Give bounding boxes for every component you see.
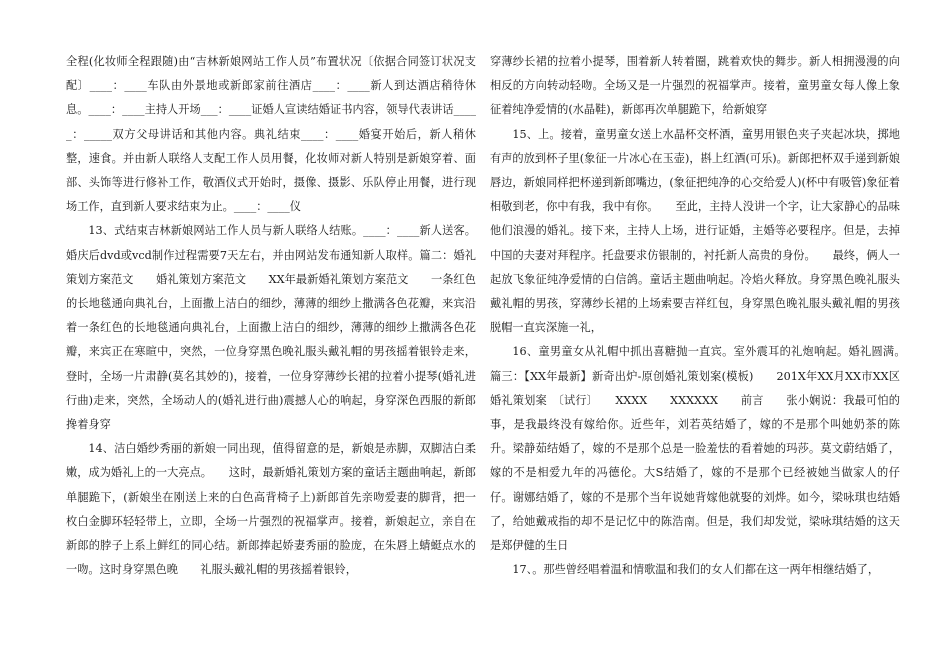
- paragraph: 穿薄纱长裙的拉着小提琴，围着新人转着圈，跳着欢快的舞步。新人相拥漫漫的向相反的方向转动轻吻。全场又是一片强烈的祝福掌声。接着，童男童女每人像上象征着纯净爱情的(水晶鞋)，新郎再次单腿跪下，给新娘穿: [490, 55, 900, 117]
- paragraph: 全程(化妆师全程跟随)由“吉林新娘网站工作人员”布置状况〔依据合同签订状况支配〕____：____车队由外景地或新郎家前往酒店____：____新人到达酒店稍待休息。____：____主持人开场___：____证婚人宣读结婚证书内容，领导代表讲话_____：_____双方父母讲话和其他内容。典礼结束____：____婚宴开始后，新人稍休整，速食。并由新人联络人支配工作人员用餐，化妆师对新人特别是新娘穿着、面部、头饰等进行修补工作，敬酒仪式开始时，摄像、摄影、乐队停止用餐，进行现场工作，直到新人要求结束为止。____：____仪: [66, 55, 476, 214]
- paragraph: 17、。那些曾经唱着温和情歌温和我们的女人们都在这一两年相继结婚了，: [512, 563, 880, 577]
- paragraph: 13、式结束吉林新娘网站工作人员与新人联络人结账。____：____新人送客。婚庆后dvd或vcd制作过程需要7天左右，并由网站发布通知新人取样。篇二：婚礼策划方案范文 婚礼策划方案范文 XX年最新婚礼策划方案范文 一条红色的长地毯通向典礼台，上面撒上洁白的细纱，薄薄的细纱上撒满各色花瓣，来宾沿着一条红色的长地毯通向典礼台，上面撒上洁白的细纱，薄薄的细纱上撒满各色花瓣，来宾正在寒暄中，突然，一位身穿黑色晚礼服头戴礼帽的男孩摇着银铃走来，登时，全场一片肃静(莫名其妙的)，接着，一位身穿薄纱长裙的拉着小提琴(婚礼进行曲)走来，突然，全场动人的(婚礼进行曲)震撼人心的响起，身穿深色西服的新郎搀着身穿: [66, 224, 476, 432]
- right-column: [490, 50, 923, 582]
- paragraph: 14、洁白婚纱秀丽的新娘一同出现，值得留意的是，新娘是赤脚，双脚洁白柔嫩，成为婚礼上的一大亮点。 这时，最新婚礼策划方案的童话主题曲响起，新郎单腿跪下，(新娘坐在刚送上来的白色高背椅子上)新郎首先亲吻爱妻的脚背，把一枚白金脚环轻轻带上，立即，全场一片强烈的祝福掌声。接着，新娘起立，亲自在新郎的脖子上系上鲜红的同心结。新郎捧起娇妻秀丽的脸庞，在朱唇上蜻蜓点水的一吻。这时身穿黑色晚 礼服头戴礼帽的男孩摇着银铃，: [66, 442, 476, 577]
- paragraph: 16、童男童女从礼帽中抓出喜糖抛一直宾。室外震耳的礼炮响起。婚礼圆满。 篇三：【XX年最新】新奇出炉-原创婚礼策划案(模板) 201X年XX月XX市XX区婚礼策划案 〔试行〕 XXXX XXXXXX 前言 张小娴说：我最可怕的事，是我最终没有嫁给你。近些年，刘若英结婚了，嫁的不是那个叫她奶茶的陈升。梁静茹结婚了，嫁的不是那个总是一脸羞怯的看着她的玛莎。莫文蔚结婚了，嫁的不是相爱九年的冯德伦。大S结婚了，嫁的不是那个已经被她当做家人的仔仔。谢娜结婚了，嫁的不是那个当年说她背嫁他就娶的刘烨。如今，梁咏琪也结婚了，给她戴戒指的却不是记忆中的陈浩南。但是，我们却发觉，梁咏琪结婚的这天是郑伊健的生日: [490, 345, 923, 553]
- paragraph: 15、上。接着，童男童女送上水晶杯交杯酒，童男用银色夹子夹起冰块，掷地有声的放到杯子里(象征一片冰心在玉壶)，斟上红酒(可乐)。新郎把杯双手递到新娘唇边，新娘同样把杯递到新郎嘴边，(象征把纯净的心交给爱人)(杯中有吸管)象征着相敬到老，你中有我，我中有你。 至此，主持人没讲一个字，让大家静心的品味他们浪漫的婚礼。接下来，主持人上场，进行证婚，主婚等必要程序。但是，去掉中国的夫妻对拜程序。托盘要求仿银制的，衬托新人高贵的身份。 最终，俩人一起放飞象征纯净爱情的白信鸽。童话主题曲响起。冷焰火释放。身穿黑色晚礼服头戴礼帽的男孩，穿薄纱长裙的上场索要吉祥红包，身穿黑色晚礼服头戴礼帽的男孩脱帽一直宾深施一礼，: [490, 127, 900, 335]
- left-column: [66, 50, 476, 582]
